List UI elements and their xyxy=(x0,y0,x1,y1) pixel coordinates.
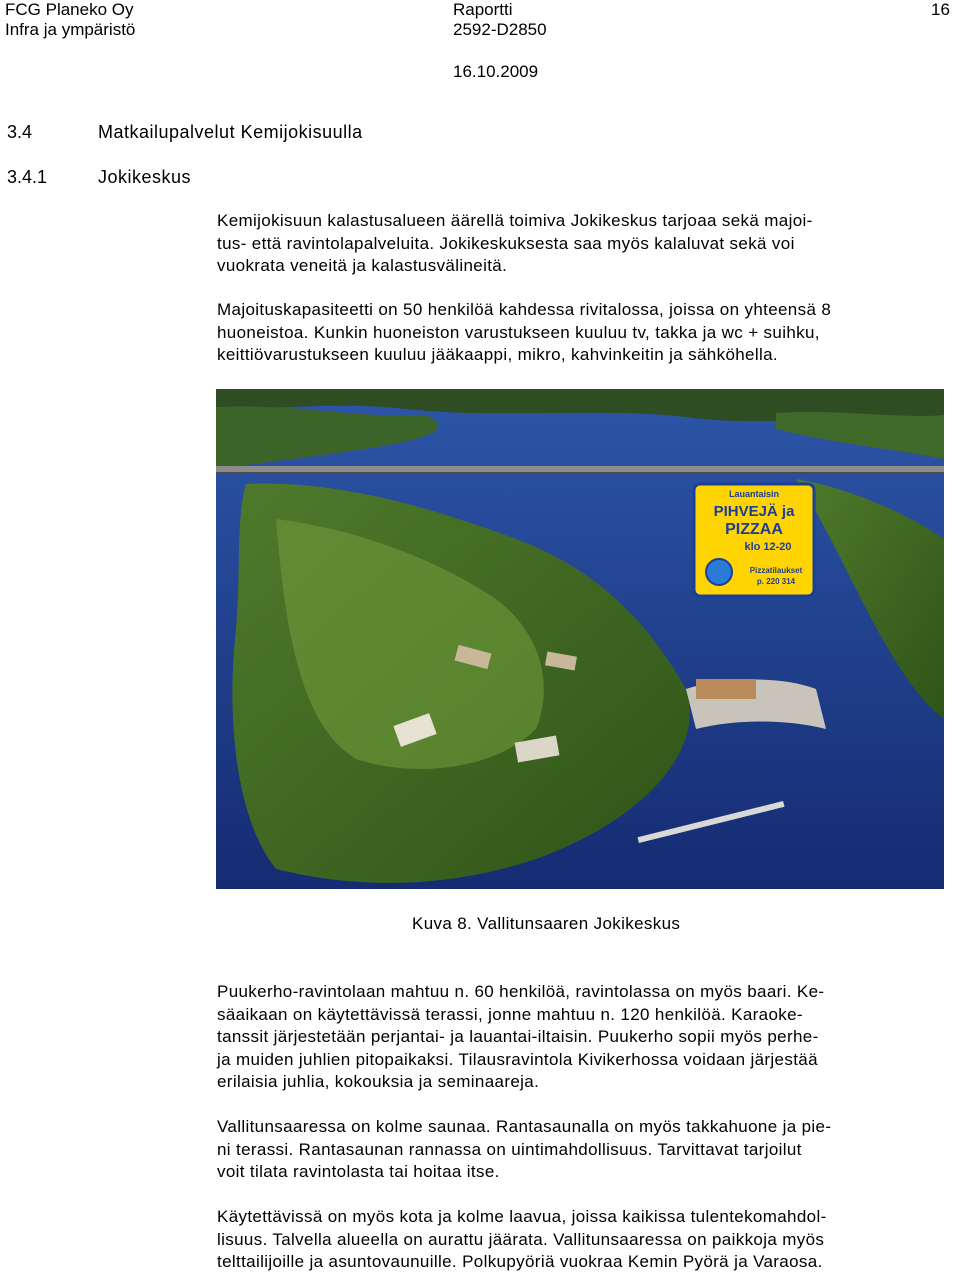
document-type: Raportti xyxy=(453,0,513,19)
text-line: ja muiden juhlien pitopaikaksi. Tilausravintola Kivikerhossa voidaan järjestää xyxy=(217,1049,818,1069)
subsection-number: 3.4.1 xyxy=(7,167,48,187)
text-line: ni terassi. Rantasaunan rannassa on uintimahdollisuus. Tarvittavat tarjoilut xyxy=(217,1139,802,1159)
sign-line: p. 220 314 xyxy=(756,577,796,586)
text-line: telttailijoille ja asuntovaunuille. Polkupyöriä vuokraa Kemin Pyörä ja Varaosa. xyxy=(217,1252,823,1271)
text-line: vuokrata veneitä ja kalastusvälineitä. xyxy=(217,256,508,275)
globe-icon xyxy=(706,559,732,585)
section-number: 3.4 xyxy=(7,122,33,142)
sign-line: Pizzatilaukset xyxy=(749,566,803,575)
text-line: Puukerho-ravintolaan mahtuu n. 60 henkilöä, ravintolassa on myös baari. Ke- xyxy=(217,982,825,1001)
text-line: Kemijokisuun kalastusalueen äärellä toimiva Jokikeskus tarjoaa sekä majoi- xyxy=(217,211,813,230)
text-line: tanssit järjestetään perjantai- ja lauantai-iltaisin. Puukerho sopii myös perhe- xyxy=(217,1027,819,1046)
text-line: Käytettävissä on myös kota ja kolme laavua, joissa kaikissa tulentekomahdol- xyxy=(217,1207,827,1226)
sign-line: PIZZAA xyxy=(725,521,783,538)
paragraph-activities xyxy=(217,1206,952,1274)
paragraph-restaurant xyxy=(217,981,952,1094)
page-number: 16 xyxy=(931,0,950,19)
figure-caption: Kuva 8. Vallitunsaaren Jokikeskus xyxy=(412,914,681,933)
pizza-sign xyxy=(694,484,814,596)
paragraph-intro xyxy=(217,210,952,278)
text-line: erilaisia juhlia, kokouksia ja seminaareja. xyxy=(217,1072,540,1091)
text-line: huoneistoa. Kunkin huoneiston varustukseen kuuluu tv, takka ja wc + suihku, xyxy=(217,322,820,342)
document-number: 2592-D2850 xyxy=(453,20,547,39)
text-line: lisuus. Talvella alueella on aurattu jäärata. Vallitunsaaressa on paikkoja myös xyxy=(217,1229,825,1249)
company-name: FCG Planeko Oy xyxy=(5,0,134,19)
subsection-title: Jokikeskus xyxy=(98,167,192,187)
section-title: Matkailupalvelut Kemijokisuulla xyxy=(98,122,363,142)
document-date: 16.10.2009 xyxy=(453,62,539,81)
aerial-photo-illustration xyxy=(216,389,944,889)
aerial-photo xyxy=(216,389,944,889)
sign-line: PIHVEJÄ ja xyxy=(713,503,795,520)
text-line: Majoituskapasiteetti on 50 henkilöä kahdessa rivitalossa, joissa on yhteensä 8 xyxy=(217,300,832,319)
text-line: tus- että ravintolapalveluita. Jokikeskuksesta saa myös kalaluvat sekä voi xyxy=(217,233,795,253)
text-line: säaikaan on käytettävissä terassi, jonne mahtuu n. 120 henkilöä. Karaoke- xyxy=(217,1004,803,1024)
text-line: voit tilata ravintolasta tai hoitaa itse. xyxy=(217,1162,500,1181)
sign-line: klo 12-20 xyxy=(744,541,792,553)
paragraph-saunas xyxy=(217,1116,952,1184)
text-line: keittiövarustukseen kuuluu jääkaappi, mikro, kahvinkeitin ja sähköhella. xyxy=(217,345,778,364)
department-name: Infra ja ympäristö xyxy=(5,20,136,39)
sign-line: Lauantaisin xyxy=(728,489,780,499)
paragraph-accommodation xyxy=(217,299,952,367)
text-line: Vallitunsaaressa on kolme saunaa. Rantasaunalla on myös takkahuone ja pie- xyxy=(217,1117,832,1136)
